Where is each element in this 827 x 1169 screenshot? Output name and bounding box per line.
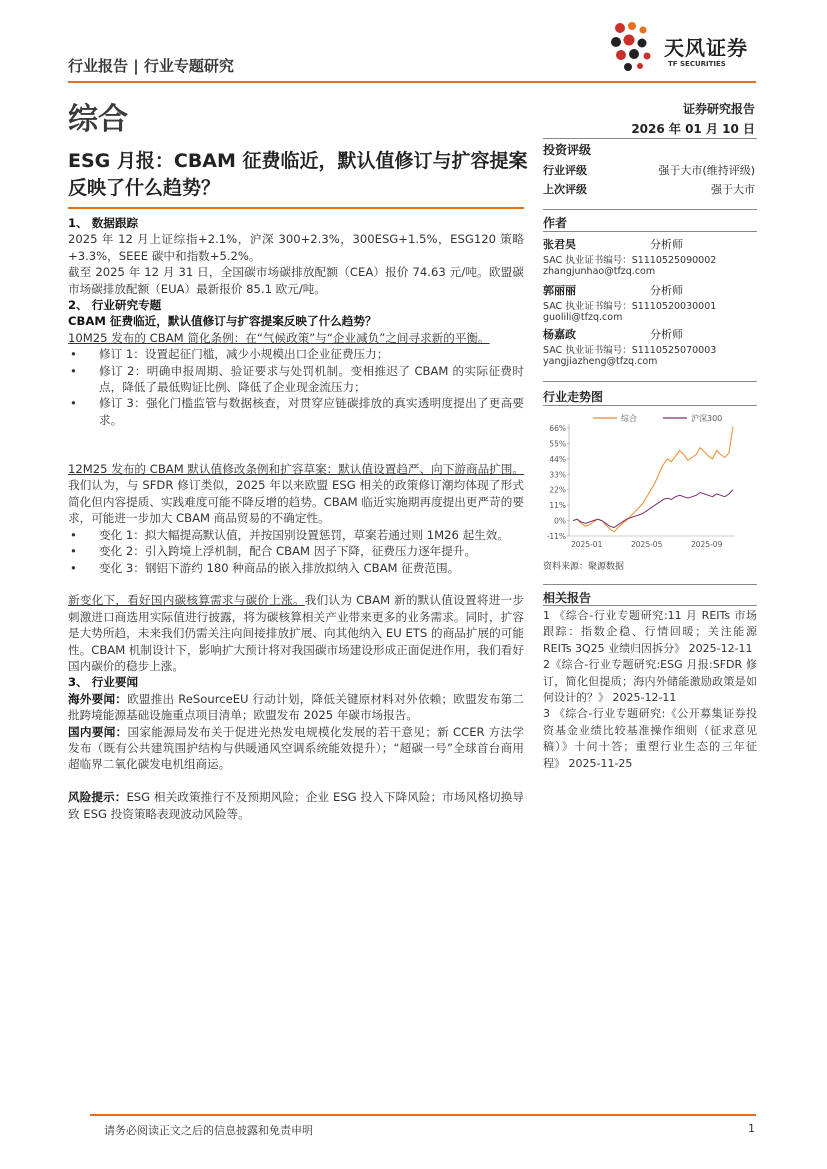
paragraph-text: 欧盟推出 ReSourceEU 行动计划，降低关键原材料对外依赖；欧盟发布第二批跨境能源基础设施重点项目清单；欧盟发布 2025 年碳市场报告。 (68, 691, 524, 723)
logo-text: 天风证券 (664, 36, 748, 60)
subsection-heading: CBAM 征费临近，默认值修订与扩容提案反映了什么趋势？ (68, 314, 377, 329)
y-tick-label: 33% (549, 470, 566, 480)
author-cert: SAC 执业证书编号：S1110525070003 (543, 345, 717, 356)
series-line (573, 427, 733, 532)
industry-title: 综合 (68, 102, 128, 137)
list-item: • 修订 1：设置起征门槛，减少小规模出口企业征费压力； (68, 346, 524, 362)
paragraph (68, 789, 524, 822)
section-heading: 3、 行业要闻 (68, 675, 139, 690)
logo-subtext: TF SECURITIES (668, 60, 726, 68)
author-cert: SAC 执业证书编号：S1110525090002 (543, 255, 717, 266)
rating-value: 强于大市 (711, 183, 755, 196)
author-name: 张君昊 (543, 238, 576, 251)
y-tick-label: 11% (549, 501, 566, 511)
x-tick-label: 2025-01 (571, 540, 603, 549)
related-report-link[interactable]: 1 《综合-行业专题研究:11 月 REITs 市场跟踪：指数企稳、行情回暖；关注能源 REITs 3Q25 业绩归因拆分》 2025-12-11 (543, 609, 757, 655)
section-heading: 1、 数据跟踪 (68, 216, 139, 230)
y-tick-label: 22% (549, 485, 566, 495)
sidebar (543, 138, 757, 938)
author-role: 分析师 (650, 238, 683, 251)
spacer (68, 445, 524, 461)
paragraph-lead: 12M25 发布的 CBAM 默认值修改条例和扩容草案：默认值设置趋严、向下游商品扩围。 (68, 462, 524, 477)
paragraph-text: ESG 相关政策推行不及预期风险；企业 ESG 投入下降风险；市场风格切换导致 ESG 投资策略表现波动风险等。 (68, 790, 524, 821)
divider (543, 584, 757, 585)
list-item: • 修订 2：明确申报周期、验证要求与处罚机制。变相推迟了 CBAM 的实际征费时点，降低了最低购证比例、降低了企业现金流压力； (68, 363, 524, 396)
author-cert: SAC 执业证书编号：S1110520030001 (543, 301, 717, 312)
legend-label: 综合 (621, 414, 637, 423)
rating-row (543, 181, 755, 197)
report-date: 2026 年 01 月 10 日 (631, 122, 755, 136)
list-item: • 修订 3：强化门槛监管与数据核查，对贯穿应链碳排放的真实透明度提出了更高要求。 (68, 395, 524, 428)
divider (543, 405, 757, 406)
main-content (68, 215, 524, 822)
section-heading: 2、 行业研究专题 (68, 298, 162, 313)
related-section-title: 相关报告 (543, 591, 592, 605)
author-email[interactable]: yangjiazheng@tfzq.com (543, 356, 658, 367)
x-tick-label: 2025-09 (691, 540, 723, 549)
legend-label: 沪深300 (691, 414, 723, 423)
related-report-link[interactable]: 3 《综合-行业专题研究:《公开募集证券投资基金业绩比较基准操作细则（征求意见稿）》十问十答；重塑行业生态的三年征程》 2025-11-25 (543, 707, 757, 770)
divider (543, 209, 757, 210)
y-tick-label: 66% (549, 424, 566, 433)
author-role: 分析师 (650, 284, 683, 297)
report-category: 行业报告 | 行业专题研究 (68, 57, 234, 75)
logo-icon (610, 20, 656, 74)
spacer (68, 773, 524, 789)
author-name: 杨嘉政 (543, 328, 576, 341)
trend-section-title: 行业走势图 (543, 390, 604, 404)
header-divider (68, 81, 756, 83)
rating-label: 行业评级 (543, 164, 587, 177)
rating-label: 上次评级 (543, 183, 587, 196)
paragraph-text: 国家能源局发布关于促进光热发电规模化发展的若干意见；新 CCER 方法学发布（既有公共建筑围护结构与供暖通风空调系统能效提升）；“超碳一号”全球首台商用超临界二氧化碳发电机组商运。 (68, 724, 524, 772)
disclaimer: 请务必阅读正文之后的信息披露和免责申明 (104, 1124, 313, 1137)
paragraph (68, 724, 524, 773)
y-tick-label: 44% (549, 454, 566, 464)
paragraph (68, 691, 524, 724)
y-tick-label: 0% (554, 516, 566, 526)
divider (543, 231, 757, 232)
trend-chart (543, 408, 757, 558)
paragraph-label: 风险提示： (68, 790, 127, 805)
list-item: • 变化 2：引入跨境上浮机制，配合 CBAM 因子下降，征费压力逐年提升。 (68, 543, 524, 559)
paragraph (68, 592, 524, 674)
paragraph-lead: 新变化下，看好国内碳核算需求与碳价上涨。 (68, 593, 305, 608)
authors-section-title: 作者 (543, 216, 568, 230)
report-title: ESG 月报：CBAM 征费临近，默认值修订与扩容提案反映了什么趋势？ (68, 150, 528, 199)
spacer (68, 576, 524, 592)
related-report-link[interactable]: 2《综合-行业专题研究:ESG 月报:SFDR 修订，简化但提质；海内外储能激励政策是如何设计的？》 2025-12-11 (543, 658, 757, 705)
rating-row (543, 162, 755, 178)
title-divider (68, 207, 524, 209)
x-tick-label: 2025-05 (631, 540, 663, 549)
report-type: 证券研究报告 (682, 102, 755, 116)
chart-source: 资料来源：聚源数据 (543, 562, 625, 572)
divider (543, 605, 757, 606)
y-tick-label: 55% (549, 439, 566, 449)
paragraph-text: 我们认为 CBAM 新的默认值设置将进一步刺激进口商选用实际值进行披露，将为碳核算相关产业带来更多的业务需求。同时，扩容是大势所趋，未来我们仍需关注向间接排放扩展、向其他纳入 EU ETS 的商品扩展的可能性。CBAM 机制设计下，影响扩大预计将对我国碳市场建设形成正面促进作用，我们看好国内碳价的稳步上涨。 (68, 593, 524, 673)
list-item: • 变化 1：拟大幅提高默认值，并按国别设置惩罚，草案若通过则 1M26 起生效。 (68, 527, 524, 543)
paragraph-label: 海外要闻： (68, 691, 128, 706)
page-number: 1 (748, 1122, 755, 1135)
paragraph-text: 我们认为，与 SFDR 修订类似，2025 年以来欧盟 ESG 相关的政策修订潮均体现了形式简化但内容提质、实践难度可能不降反增的趋势。CBAM 临近实施期再度提出更严苛的要求，可能进一步加大 CBAM 商品贸易的不确定性。 (68, 478, 524, 526)
bullet-list (68, 527, 524, 576)
bullet-list (68, 346, 524, 428)
trend-chart-svg (543, 408, 757, 558)
paragraph (68, 461, 524, 527)
paragraph: 2025 年 12 月上证综指+2.1%，沪深 300+2.3%，300ESG+1.5%，ESG120 策略+3.3%，SEEE 碳中和指数+5.2%。 (68, 232, 524, 263)
divider (543, 381, 757, 382)
related-reports-list (543, 608, 757, 772)
author-email[interactable]: guolili@tfzq.com (543, 312, 623, 323)
rating-section-title: 投资评级 (543, 143, 592, 157)
paragraph-label: 国内要闻： (68, 724, 128, 739)
footer-divider (90, 1114, 756, 1116)
list-item: • 变化 3：钢铝下游约 180 种商品的嵌入排放拟纳入 CBAM 征费范围。 (68, 560, 524, 576)
author-name: 郭丽丽 (543, 284, 576, 297)
series-line (573, 490, 733, 528)
y-tick-label: -11% (546, 532, 566, 541)
divider (543, 138, 757, 139)
author-email[interactable]: zhangjunhao@tfzq.com (543, 266, 656, 277)
spacer (68, 428, 524, 444)
rating-value: 强于大市(维持评级) (658, 164, 755, 177)
author-role: 分析师 (650, 328, 683, 341)
paragraph: 截至 2025 年 12 月 31 日，全国碳市场碳排放配额（CEA）报价 74.63 元/吨。欧盟碳市场碳排放配额（EUA）最新报价 85.1 欧元/吨。 (68, 265, 524, 296)
paragraph: 10M25 发布的 CBAM 简化条例：在“气候政策”与“企业减负”之间寻求新的平衡。 (68, 330, 490, 345)
